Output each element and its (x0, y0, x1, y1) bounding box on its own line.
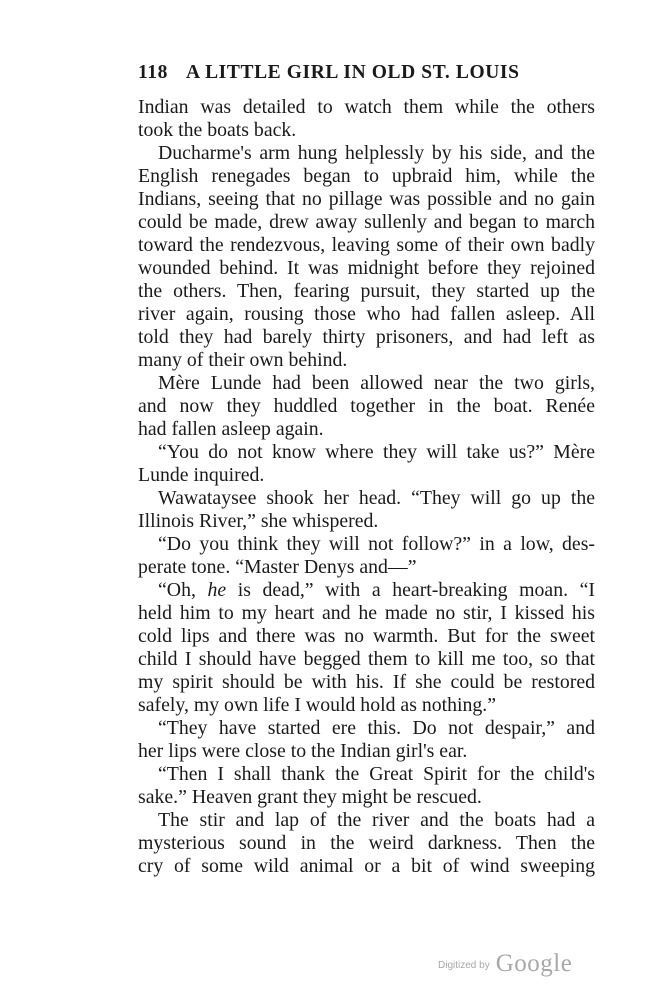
digitized-watermark (438, 950, 572, 978)
text-line: took the boats back. (138, 119, 297, 141)
text-line: Mère Lunde had been allowed near the two girls, (158, 372, 595, 394)
text-line: river again, rousing those who had fallen asleep. All (138, 303, 595, 325)
text-line: Illinois River,” she whispered. (138, 510, 379, 532)
text-line: “Then I shall thank the Great Spirit for the child's (158, 763, 595, 785)
text-line: and now they huddled together in the boat. Renée (138, 395, 595, 417)
text-line: Indian was detailed to watch them while the others (138, 96, 595, 118)
text-line: told they had barely thirty prisoners, and had left as (138, 326, 595, 348)
paragraph (138, 533, 595, 579)
text-line: cry of some wild animal or a bit of wind sweeping (138, 855, 595, 877)
paragraph (138, 717, 595, 763)
text-line: had fallen asleep again. (138, 418, 324, 440)
text-line: Ducharme's arm hung helplessly by his side, and the (158, 142, 595, 164)
text-line: perate tone. “Master Denys and—” (138, 556, 417, 578)
text-line: the others. Then, fearing pursuit, they started up the (138, 280, 595, 302)
paragraph (138, 96, 595, 142)
paragraph (138, 441, 595, 487)
text-line: “You do not know where they will take us?” Mère (158, 441, 595, 463)
text-line: child I should have begged them to kill me too, so that (138, 648, 595, 670)
paragraph (138, 579, 595, 717)
paragraph (138, 487, 595, 533)
text-line: “Oh, he is dead,” with a heart-breaking moan. “I (158, 579, 595, 601)
text-line: safely, my own life I would hold as nothing.” (138, 694, 497, 716)
paragraph (138, 809, 595, 878)
text-line: held him to my heart and he made no stir, I kissed his (138, 602, 595, 624)
text-line: sake.” Heaven grant they might be rescued. (138, 786, 482, 808)
text-line: Indians, seeing that no pillage was possible and no gain (138, 188, 595, 210)
body-text (138, 96, 595, 878)
running-title: A LITTLE GIRL IN OLD ST. LOUIS (185, 62, 520, 83)
text-line: Lunde inquired. (138, 464, 265, 486)
watermark-brand: Google (495, 950, 573, 977)
watermark-prefix: Digitized by (438, 960, 490, 971)
paragraph (138, 372, 595, 441)
text-line: many of their own behind. (138, 349, 348, 371)
text-line: toward the rendezvous, leaving some of their own badly (138, 234, 595, 256)
text-line: wounded behind. It was midnight before they rejoined (138, 257, 595, 279)
text-line: her lips were close to the Indian girl's ear. (138, 740, 468, 762)
text-line: mysterious sound in the weird darkness. Then the (138, 832, 595, 854)
text-line: my spirit should be with his. If she could be restored (138, 671, 595, 693)
page-number: 118 (138, 62, 168, 83)
paragraph (138, 142, 595, 372)
text-line: “They have started ere this. Do not despair,” and (158, 717, 595, 739)
text-line: Wawataysee shook her head. “They will go up the (158, 487, 595, 509)
text-line: could be made, drew away sullenly and began to march (138, 211, 595, 233)
paragraph (138, 763, 595, 809)
running-head (138, 62, 538, 84)
text-line: “Do you think they will not follow?” in a low, des- (158, 533, 595, 555)
text-line: The stir and lap of the river and the boats had a (158, 809, 595, 831)
text-line: English renegades began to upbraid him, while the (138, 165, 595, 187)
text-line: cold lips and there was no warmth. But for the sweet (138, 625, 595, 647)
